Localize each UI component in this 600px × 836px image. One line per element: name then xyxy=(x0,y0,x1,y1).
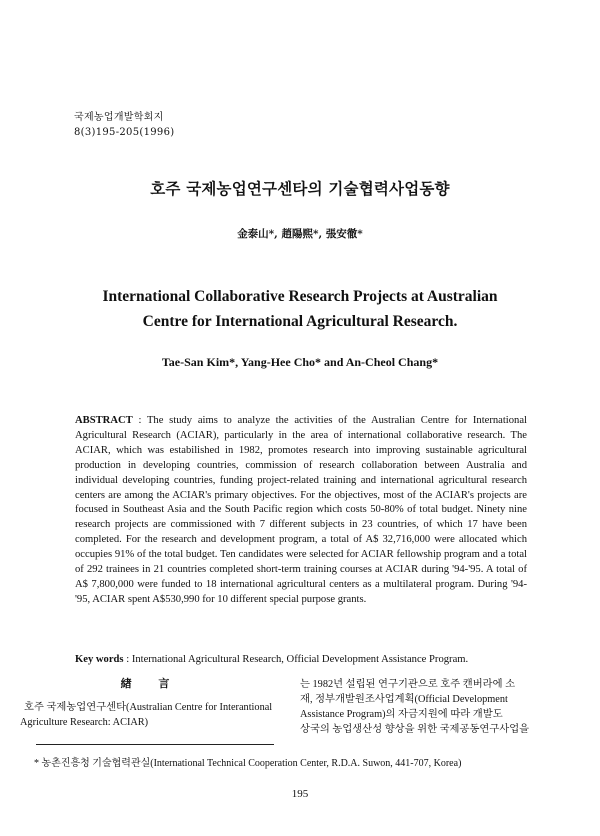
footnote-divider xyxy=(36,744,274,745)
abstract-separator: : xyxy=(132,415,147,426)
keywords-separator: : xyxy=(123,654,132,665)
journal-volume: 8(3)195-205(1996) xyxy=(74,127,175,138)
keywords-label: Key words xyxy=(75,654,124,665)
page-number: 195 xyxy=(291,788,309,800)
intro-line-1: 는 1982년 설립된 연구기관으로 호주 캔버라에 소 xyxy=(300,679,516,690)
intro-line-2: 재, 정부개발원조사업계획(Official Development xyxy=(300,694,508,705)
english-authors: Tae-San Kim*, Yang-Hee Cho* and An-Cheol Chang* xyxy=(161,355,439,369)
korean-title: 호주 국제농업연구센타의 기술협력사업동향 xyxy=(150,180,450,198)
abstract xyxy=(75,414,527,608)
intro-line-3: Assistance Program)의 자금지원에 따라 개발도 xyxy=(300,709,503,720)
journal-citation xyxy=(74,110,174,140)
english-title-line-2: Centre for International Agricultural Research. xyxy=(142,313,458,330)
journal-name: 국제농업개발학회지 xyxy=(74,112,164,123)
english-title-line-1: International Collaborative Research Projects at Australian xyxy=(102,288,498,305)
abstract-label: ABSTRACT xyxy=(75,415,133,426)
english-title xyxy=(0,284,600,334)
intro-text-left: 호주 국제농업연구센타(Australian Centre for Interantional Agriculture Research: ACIAR) xyxy=(20,702,273,728)
abstract-text: The study aims to analyze the activities of the Australian Centre for International Agricultural Research (ACIAR), particularly in the area of international collaborative research. The ACIAR, which was estabilished in 1982, promotes research into improving sustainable agricultural production in developing countries, commission of research collaboration between Australia and individual developing countries, funding project-related training and international agricultural research centers are among the ACIAR's primary objectives. For the objectives, most of the ACIAR's projects are focused in Southeast Asia and the South Pacific region which costs 50-80% of total budget. Ninety nine research projects are commissioned with 7 different subjects in 23 countries, of which 17 have been completed. For the research and development program, a total of A$ 32,716,000 were allocated which occupies 91% of the total budget. Ten candidates were selected for ACIAR fellowship program and a total of 292 trainees in 21 countries completed short-term training courses at ACIAR during '94-'95. A total of A$ 7,800,000 were funded to 18 international agricultural centers as a multilateral program. During '94-'95, ACIAR spent A$530,990 for 10 different special purpose grants. xyxy=(75,415,527,605)
keywords-text: International Agricultural Research, Official Development Assistance Program. xyxy=(131,654,469,665)
section-heading: 緖 言 xyxy=(120,678,182,690)
footnote: * 농촌진흥청 기술협력관실(International Technical Cooperation Center, R.D.A. Suwon, 441-707, Korea) xyxy=(34,758,462,769)
right-column xyxy=(300,677,540,737)
korean-authors: 金泰山*, 趙陽熙*, 張安徹* xyxy=(237,228,363,240)
keywords xyxy=(75,654,535,665)
left-column xyxy=(20,677,282,730)
intro-line-4: 상국의 농업생산성 향상을 위한 국제공동연구사업을 xyxy=(300,724,530,735)
